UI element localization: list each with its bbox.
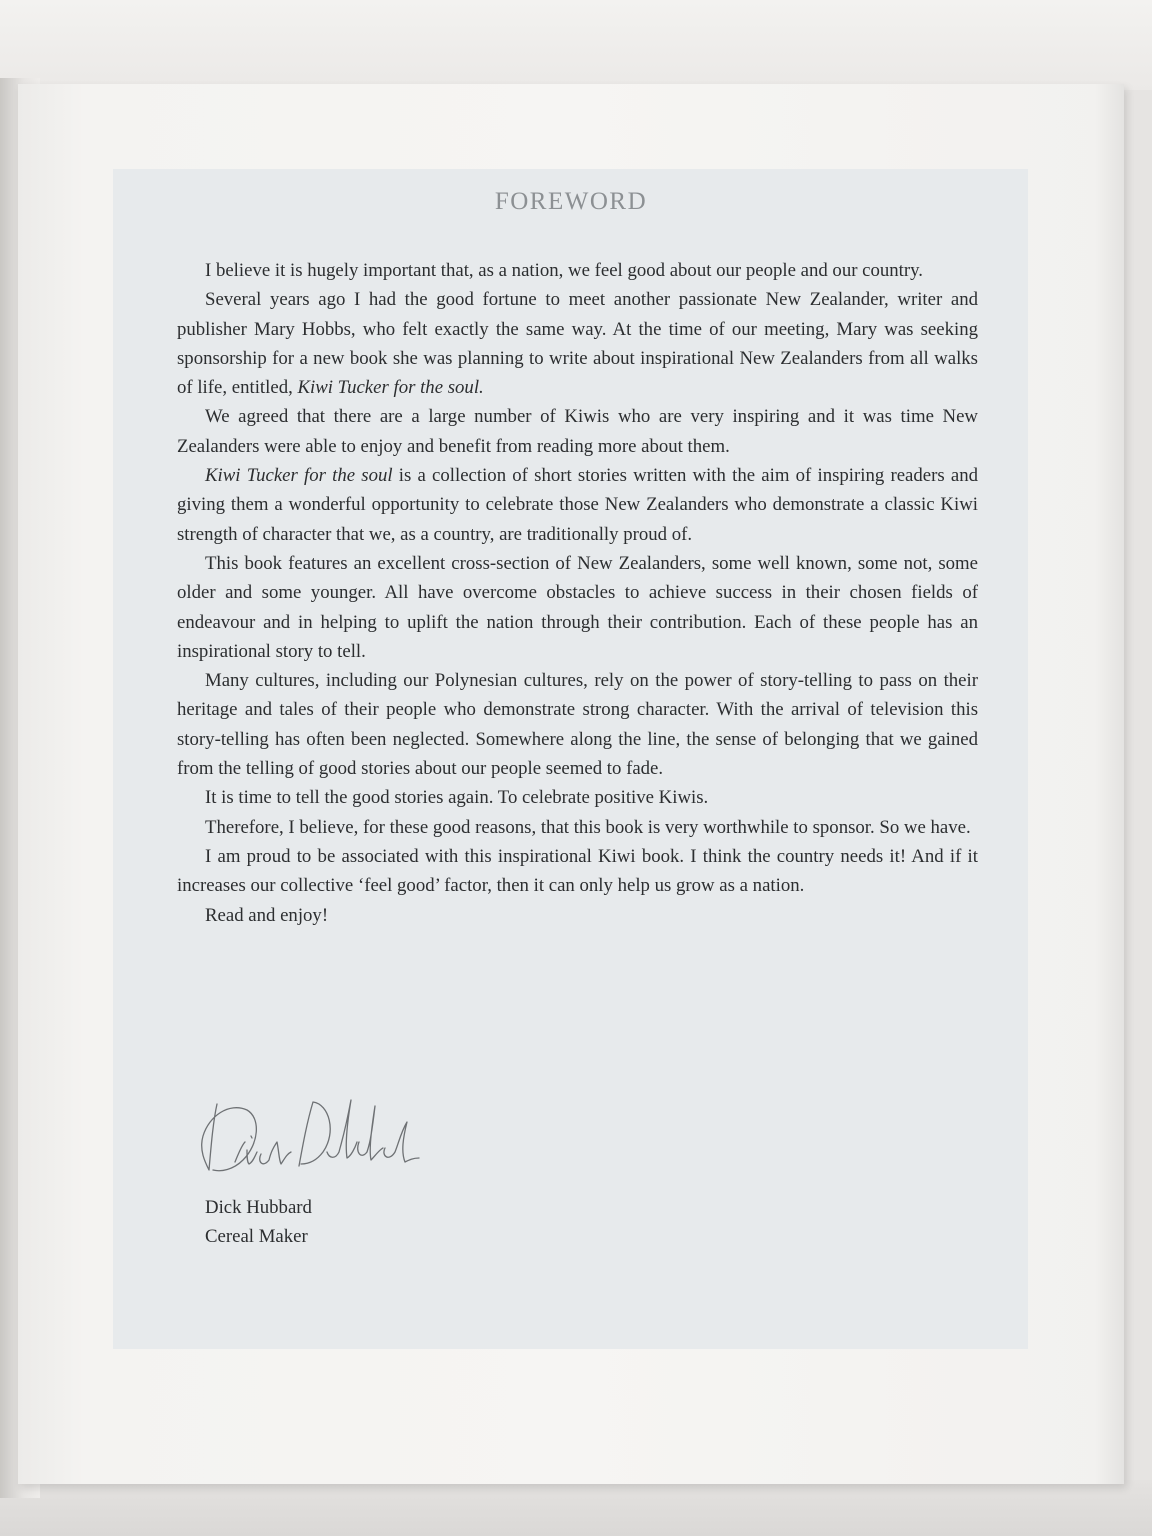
paragraph-9-text: I am proud to be associated with this inspirational Kiwi book. I think the country needs it! And if it increases our collective ‘feel good’ factor, then it can only help us grow as a nation.: [177, 845, 978, 897]
book-title-italic: Kiwi Tucker for the soul: [205, 465, 393, 487]
book-page: [18, 84, 1124, 1484]
paragraph-6-text: Many cultures, including our Polynesian cultures, rely on the power of story-telling to pass on their heritage and tales of their people who demonstrate strong character. With the arrival of television this story-telling has often been neglected. Somewhere along the line, the sense of belonging that we gained from the telling of good stories about our people seemed to fade.: [177, 670, 978, 780]
paragraph-5: [177, 549, 978, 666]
book-title-italic: Kiwi Tucker for the soul.: [297, 377, 484, 399]
paragraph-8: [177, 813, 978, 842]
paragraph-4-text: is a collection of short stories written with the aim of inspiring readers and giving them a wonderful opportunity to celebrate those New Zealanders who demonstrate a classic Kiwi strength of character that we, as a country, are traditionally proud of.: [177, 465, 978, 545]
paragraph-9: [177, 842, 978, 901]
paragraph-7: [177, 783, 978, 812]
paragraph-2-text: Several years ago I had the good fortune to meet another passionate New Zealander, writer and publisher Mary Hobbs, who felt exactly the same way. At the time of our meeting, Mary was seeking sponsorship for a new book she was planning to write about inspirational New Zealanders from all walks of life, entitled,: [177, 289, 978, 399]
background-bottom: [0, 1480, 1152, 1536]
paragraph-1: [177, 256, 978, 285]
paragraph-5-text: This book features an excellent cross-section of New Zealanders, some well known, some not, some older and some younger. All have overcome obstacles to achieve success in their chosen fields of endeavour and in helping to uplift the nation through their contribution. Each of these people has an inspirational story to tell.: [177, 552, 978, 662]
paragraph-10: [177, 901, 978, 930]
foreword-body: [177, 256, 978, 930]
signer-name: Dick Hubbard: [205, 1197, 312, 1218]
page-shadow-edge: [1094, 84, 1124, 1484]
paragraph-10-text: Read and enjoy!: [205, 904, 329, 926]
paragraph-6: [177, 666, 978, 783]
signer-role: Cereal Maker: [205, 1226, 308, 1247]
page-title: FOREWORD: [494, 188, 648, 215]
paragraph-8-text: Therefore, I believe, for these good reasons, that this book is very worthwhile to sponsor. So we have.: [205, 816, 971, 838]
paragraph-3-text: We agreed that there are a large number of Kiwis who are very inspiring and it was time New Zealanders were able to enjoy and benefit from reading more about them.: [177, 406, 978, 457]
handwritten-signature: [195, 1092, 435, 1182]
paragraph-1-text: I believe it is hugely important that, as a nation, we feel good about our people and our country.: [205, 260, 924, 281]
paragraph-4: [177, 461, 978, 549]
paragraph-7-text: It is time to tell the good stories again. To celebrate positive Kiwis.: [205, 787, 709, 809]
paragraph-3: [177, 402, 978, 461]
paragraph-2: [177, 285, 978, 402]
background-top: [0, 0, 1152, 90]
